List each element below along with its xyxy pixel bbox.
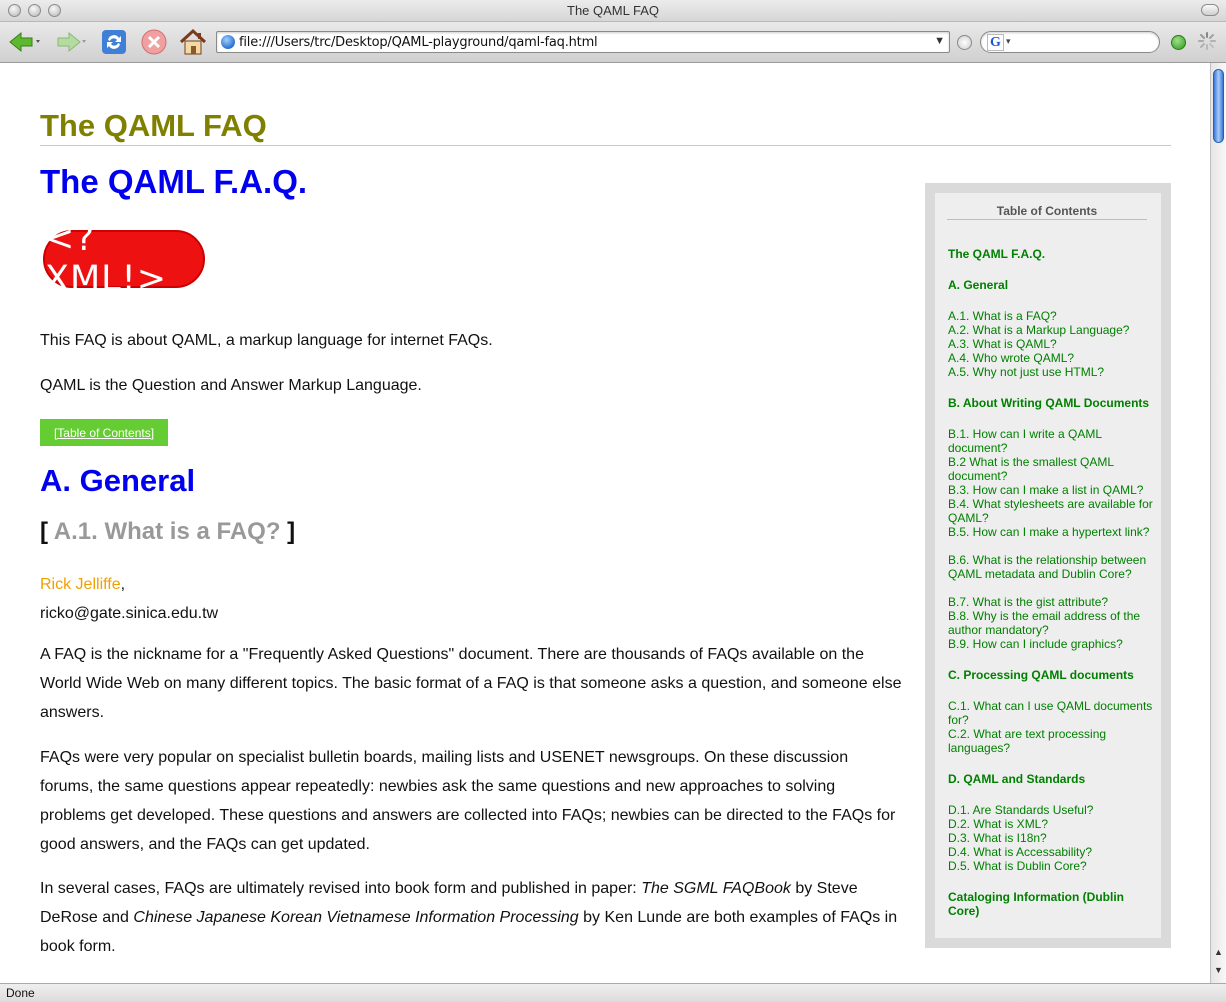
answer-paragraph-1: A FAQ is the nickname for a "Frequently Asked Questions" document. There are thousands of FAQs available on the World Wide Web on many different topics. The basic format of a FAQ is that someone asks a question, and someone else answers. <box>40 646 902 721</box>
table-of-contents-link[interactable]: [Table of Contents] <box>53 425 155 440</box>
toc-link[interactable]: A.4. Who wrote QAML? <box>948 351 1075 365</box>
toc-link[interactable]: The QAML F.A.Q. <box>948 247 1046 261</box>
toc-link[interactable]: B. About Writing QAML Documents <box>948 396 1150 410</box>
stop-icon <box>140 28 168 56</box>
author-email: ricko@gate.sinica.edu.tw <box>40 605 219 622</box>
toc-link[interactable]: B.7. What is the gist attribute? <box>948 595 1109 609</box>
reload-button[interactable] <box>99 27 129 57</box>
p3-text-e: by Ken Lunde are both examples of FAQs in book form. <box>40 909 898 955</box>
search-go-icon[interactable] <box>1171 35 1186 50</box>
author-name: Rick Jelliffe <box>40 576 121 593</box>
intro-paragraph-1: This FAQ is about QAML, a markup language for internet FAQs. <box>40 332 493 349</box>
loading-spinner-icon <box>1198 32 1216 50</box>
address-bar[interactable] <box>216 31 950 53</box>
toc-link[interactable]: C.1. What can I use QAML documents for? <box>948 699 1153 727</box>
toc-link[interactable]: D.3. What is I18n? <box>948 831 1047 845</box>
navigation-toolbar <box>0 22 1226 63</box>
document-title: The QAML F.A.Q. <box>40 163 308 200</box>
scrollbar-thumb[interactable] <box>1213 69 1224 143</box>
page-heading: The QAML FAQ <box>40 108 267 143</box>
question-heading-a1 <box>40 518 295 546</box>
xml-logo-image <box>43 219 205 299</box>
forward-button[interactable] <box>52 27 90 57</box>
address-input[interactable]: file:///Users/trc/Desktop/QAML-playground/qaml-faq.html <box>239 35 598 50</box>
google-search-engine-icon[interactable]: G <box>987 34 1004 51</box>
toc-link[interactable]: B.1. How can I write a QAML document? <box>948 427 1102 455</box>
back-button[interactable] <box>6 27 44 57</box>
scroll-down-arrow-icon[interactable]: ▼ <box>1214 965 1223 975</box>
question-title: A.1. What is a FAQ? <box>53 518 281 545</box>
toc-link[interactable]: A.1. What is a FAQ? <box>948 309 1057 323</box>
toc-sidebar <box>925 183 1171 948</box>
book-title-sgml-faqbook: The SGML FAQBook <box>641 880 791 897</box>
toc-link[interactable]: C.2. What are text processing languages? <box>948 727 1107 755</box>
page-content <box>0 63 1210 983</box>
toc-link[interactable]: D. QAML and Standards <box>948 772 1086 786</box>
bracket-close: ] <box>287 518 296 545</box>
answer-paragraph-2: FAQs were very popular on specialist bulletin boards, mailing lists and USENET newsgroups. On these discussion forums, the same questions appear repeatedly: newbies ask the same questions and new approaches to solving problems get developed. These questions and answers are collected into FAQs; newbies can be directed to the FAQs for good answers, and the FAQs can get updated. <box>40 749 896 853</box>
status-text: Done <box>6 986 35 1000</box>
toc-link[interactable]: C. Processing QAML documents <box>948 668 1134 682</box>
home-icon <box>178 28 208 56</box>
p3-text-a: In several cases, FAQs are ultimately revised into book form and published in paper: <box>40 880 642 897</box>
toc-link[interactable]: B.9. How can I include graphics? <box>948 637 1123 651</box>
home-button[interactable] <box>178 27 208 57</box>
chevron-down-icon[interactable]: ▼ <box>934 35 945 47</box>
toc-link[interactable]: D.1. Are Standards Useful? <box>948 803 1094 817</box>
bracket-open: [ <box>40 518 48 545</box>
scroll-up-arrow-icon[interactable]: ▲ <box>1214 947 1223 957</box>
author-comma: , <box>120 576 126 593</box>
book-title-cjkv: Chinese Japanese Korean Vietnamese Information Processing <box>133 909 579 926</box>
toc-link[interactable]: Cataloging Information (Dublin Core) <box>948 890 1124 918</box>
toc-link[interactable]: A. General <box>948 278 1009 292</box>
site-globe-icon <box>221 35 235 49</box>
vertical-scrollbar[interactable] <box>1210 63 1226 983</box>
p3-text-c: by Steve DeRose and <box>40 880 858 926</box>
toc-link[interactable]: D.4. What is Accessability? <box>948 845 1093 859</box>
toc-link[interactable]: D.2. What is XML? <box>948 817 1049 831</box>
engine-dropdown-icon[interactable]: ▾ <box>1006 36 1011 46</box>
toc-link[interactable]: B.2 What is the smallest QAML document? <box>948 455 1114 483</box>
section-heading-general: A. General <box>40 463 196 498</box>
status-bar <box>0 983 1226 1002</box>
toc-link[interactable]: A.3. What is QAML? <box>948 337 1057 351</box>
stop-button[interactable] <box>139 27 169 57</box>
toc-link[interactable]: B.5. How can I make a hypertext link? <box>948 525 1150 539</box>
window-title: The QAML FAQ <box>567 3 659 18</box>
toc-link[interactable]: A.5. Why not just use HTML? <box>948 365 1105 379</box>
intro-paragraph-2: QAML is the Question and Answer Markup Language. <box>40 377 422 394</box>
table-of-contents-button[interactable] <box>40 419 168 446</box>
back-arrow-icon <box>8 30 42 54</box>
xml-logo-text: <?XML!> <box>45 219 168 299</box>
toc-link[interactable]: D.5. What is Dublin Core? <box>948 859 1087 873</box>
answer-paragraph-3 <box>40 874 905 961</box>
toolbar-toggle-button[interactable] <box>1201 4 1219 16</box>
toc-link[interactable]: A.2. What is a Markup Language? <box>948 323 1130 337</box>
toc-link[interactable]: B.6. What is the relationship between QAML metadata and Dublin Core? <box>948 553 1147 581</box>
go-circle-icon[interactable] <box>957 35 972 50</box>
title-bar <box>0 0 1226 22</box>
search-bar[interactable] <box>980 31 1160 53</box>
toc-panel <box>935 193 1161 938</box>
heading-divider <box>40 145 1171 146</box>
reload-icon <box>100 28 128 56</box>
author-block <box>40 570 218 628</box>
toc-title: Table of Contents <box>947 204 1147 220</box>
toc-link[interactable]: B.4. What stylesheets are available for QAML? <box>948 497 1153 525</box>
toc-link[interactable]: B.3. How can I make a list in QAML? <box>948 483 1144 497</box>
forward-arrow-icon <box>54 30 88 54</box>
toc-link[interactable]: B.8. Why is the email address of the author mandatory? <box>948 609 1141 637</box>
